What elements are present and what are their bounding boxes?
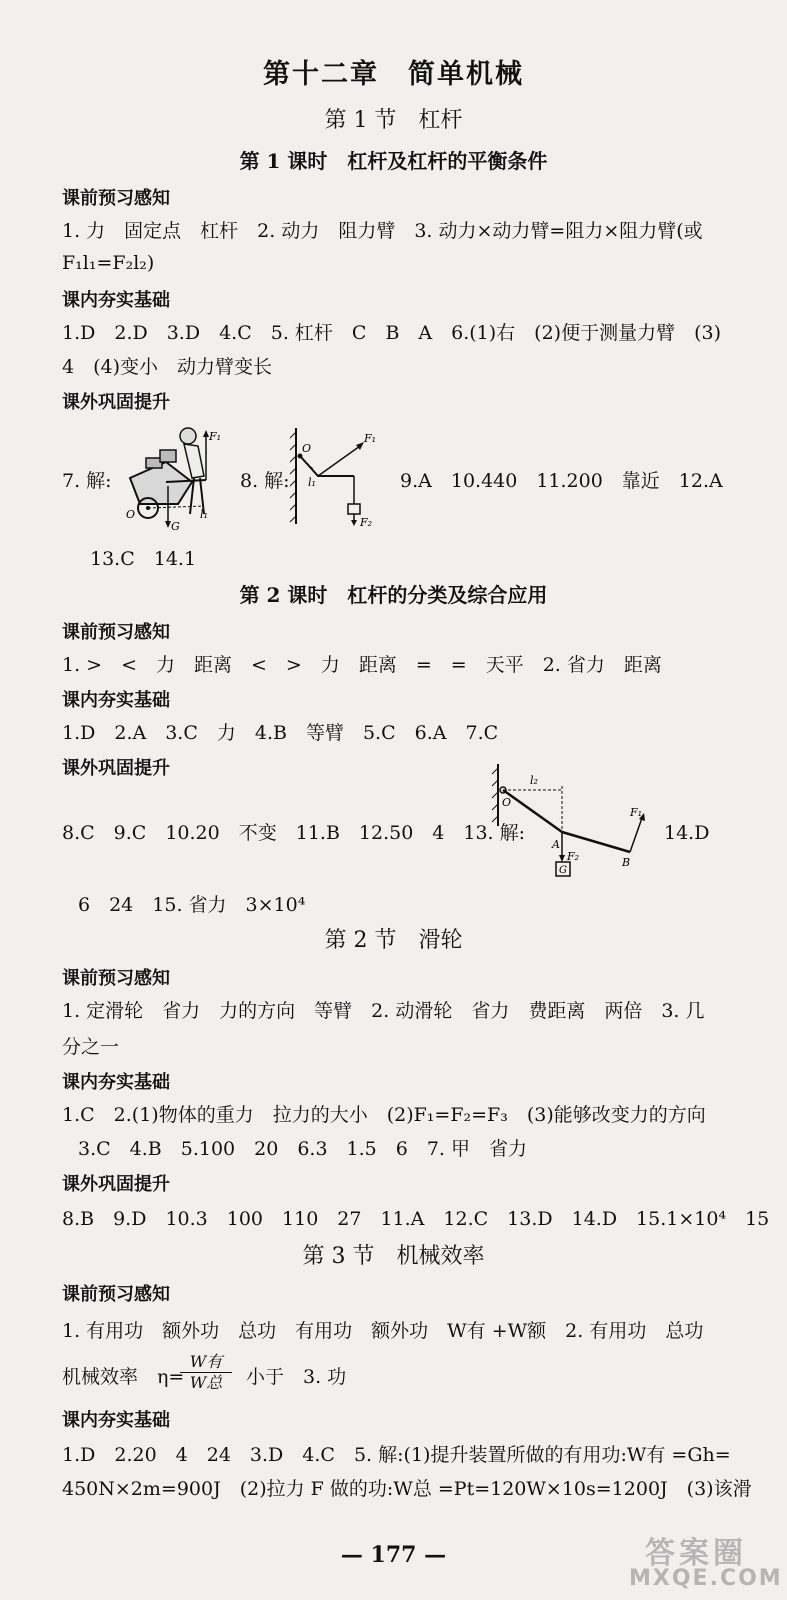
page-number: — 177 — — [340, 1542, 447, 1568]
fig8-o-label: O — [302, 442, 312, 455]
wheelbarrow-figure — [108, 420, 228, 532]
fig7-f1-label: F₁ — [209, 430, 222, 443]
fig8-f2-label: F₂ — [360, 516, 373, 528]
fig13-b-label: B — [622, 856, 631, 869]
lesson2-preview-heading: 课前预习感知 — [62, 622, 170, 643]
section2-basic-line1: 1.C 2.(1)物体的重力 拉力的大小 (2)F₁=F₂=F₃ (3)能够改变力的方向 — [62, 1104, 706, 1126]
lesson2-preview-line1: 1. > < 力 距离 < > 力 距离 = = 天平 2. 省力 距离 — [62, 654, 662, 676]
section2-extend-heading: 课外巩固提升 — [62, 1174, 170, 1195]
fig7-g-label: G — [171, 520, 180, 532]
section1-title: 第 1 节 杠杆 — [324, 108, 463, 133]
q7-label: 7. 解: — [62, 470, 112, 492]
lesson2-extend-line1-end: 14.D — [664, 822, 710, 844]
lever-figure-q13 — [490, 760, 650, 882]
section3-preview-line1: 1. 有用功 额外功 总功 有用功 额外功 W有 +W额 2. 有用功 总功 — [62, 1320, 704, 1342]
section2-preview-heading: 课前预习感知 — [62, 968, 170, 989]
lesson1-preview-heading: 课前预习感知 — [62, 188, 170, 209]
section3-preview-heading: 课前预习感知 — [62, 1284, 170, 1305]
efficiency-fraction-numerator: W有 — [180, 1352, 232, 1373]
lesson2-extend-heading: 课外巩固提升 — [62, 758, 170, 779]
q8-label: 8. 解: — [240, 470, 290, 492]
lesson1-basic-heading: 课内夯实基础 — [62, 290, 170, 311]
lesson2-extend-line1: 8.C 9.C 10.20 不变 11.B 12.50 4 13. 解: — [62, 822, 526, 844]
lesson1-basic-line2: 4 (4)变小 动力臂变长 — [62, 356, 273, 378]
lesson1-extend-line2: 13.C 14.1 — [90, 548, 197, 570]
section3-preview-line2-a: 机械效率 η= — [62, 1366, 185, 1388]
lesson1-preview-line1: 1. 力 固定点 杠杆 2. 动力 阻力臂 3. 动力×动力臂=阻力×阻力臂(或 — [62, 220, 703, 242]
lesson2-title: 第 2 课时 杠杆的分类及综合应用 — [239, 583, 548, 607]
fig8-f1-label: F₁ — [364, 432, 377, 445]
fig7-o-label: O — [126, 508, 136, 521]
efficiency-fraction — [180, 1352, 232, 1393]
fig13-f2-label: F₂ — [567, 850, 580, 863]
fig7-l1-label: l₁ — [200, 508, 208, 521]
section3-title: 第 3 节 机械效率 — [302, 1244, 485, 1269]
lever-figure-q8 — [288, 424, 392, 528]
section2-preview-line1: 1. 定滑轮 省力 力的方向 等臂 2. 动滑轮 省力 费距离 两倍 3. 几 — [62, 1000, 705, 1022]
fig8-l1-label: l₁ — [308, 476, 316, 489]
lesson2-basic-heading: 课内夯实基础 — [62, 690, 170, 711]
watermark — [615, 1528, 783, 1592]
fig13-a-label: A — [552, 838, 560, 851]
section3-preview-line2-b: 小于 3. 功 — [246, 1366, 347, 1388]
section3-basic-line2: 450N×2m=900J (2)拉力 F 做的功:W总 =Pt=120W×10s=1200J (3)该滑 — [62, 1478, 752, 1500]
fig13-f1-label: F₁ — [630, 806, 643, 819]
lesson2-basic-line1: 1.D 2.A 3.C 力 4.B 等臂 5.C 6.A 7.C — [62, 722, 499, 744]
lesson1-preview-line2: F₁l₁=F₂l₂) — [62, 252, 155, 274]
fig13-g-label: G — [559, 865, 567, 876]
lesson2-extend-line2: 6 24 15. 省力 3×10⁴ — [78, 894, 306, 916]
watermark-logo-text: 答案圈 — [645, 1536, 747, 1571]
lesson1-extend-answers: 9.A 10.440 11.200 靠近 12.A — [400, 470, 723, 492]
lesson1-basic-line1: 1.D 2.D 3.D 4.C 5. 杠杆 C B A 6.(1)右 (2)便于测量力臂 (3) — [62, 322, 722, 344]
lesson1-title: 第 1 课时 杠杆及杠杆的平衡条件 — [239, 149, 548, 173]
fig13-o-label: O — [502, 796, 512, 809]
section2-extend-line1: 8.B 9.D 10.3 100 110 27 11.A 12.C 13.D 14.D 15.1×10⁴ 15 — [62, 1208, 770, 1230]
fig13-l2-label: l₂ — [530, 774, 538, 787]
section3-basic-line1: 1.D 2.20 4 24 3.D 4.C 5. 解:(1)提升装置所做的有用功:W有 =Gh= — [62, 1444, 731, 1466]
efficiency-fraction-denominator: W总 — [189, 1373, 223, 1392]
section2-title: 第 2 节 滑轮 — [324, 928, 463, 953]
section2-basic-line2: 3.C 4.B 5.100 20 6.3 1.5 6 7. 甲 省力 — [78, 1138, 528, 1160]
section3-basic-heading: 课内夯实基础 — [62, 1410, 170, 1431]
watermark-url: MXQE.COM — [629, 1566, 783, 1591]
section2-basic-heading: 课内夯实基础 — [62, 1072, 170, 1093]
section2-preview-line2: 分之一 — [62, 1036, 120, 1058]
chapter-title: 第十二章 简单机械 — [263, 59, 524, 90]
lesson1-extend-heading: 课外巩固提升 — [62, 392, 170, 413]
